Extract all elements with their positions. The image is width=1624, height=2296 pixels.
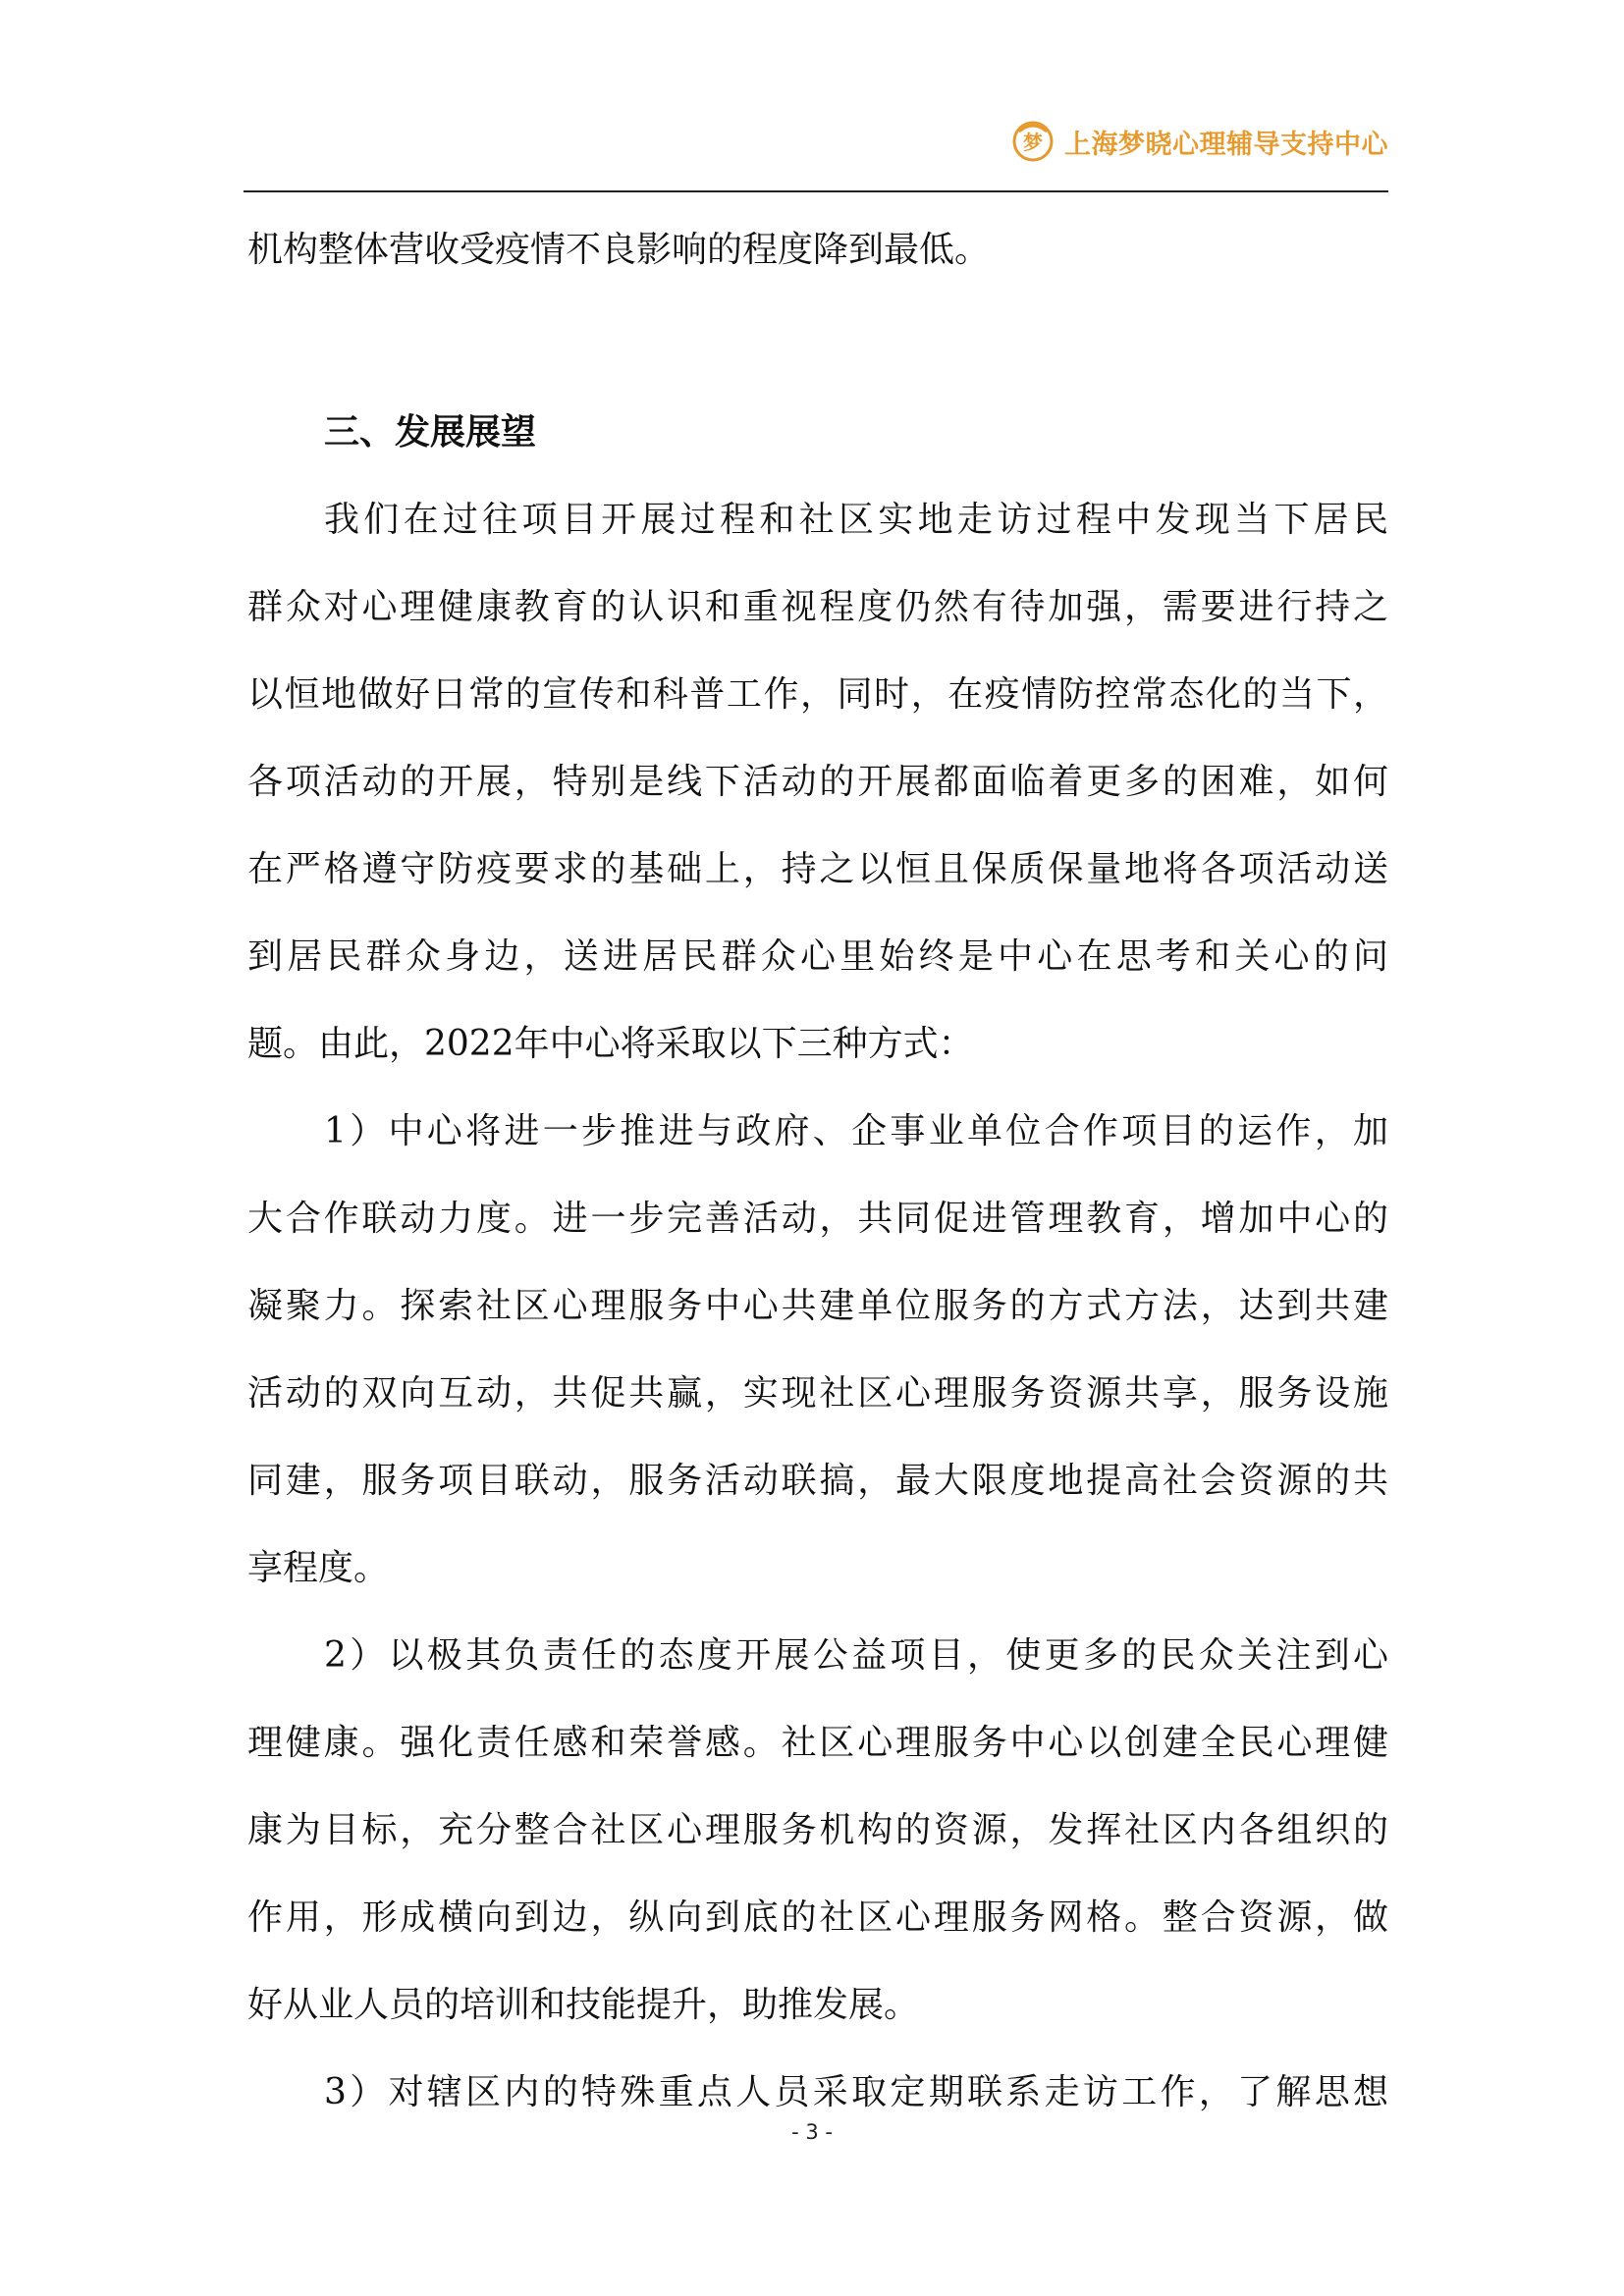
list-item-1 xyxy=(247,1088,1388,1612)
paragraph-line: 同建，服务项目联动，服务活动联搞，最大限度地提高社会资源的共 xyxy=(247,1461,1388,1501)
paragraph-line: 群众对心理健康教育的认识和重视程度仍然有待加强，需要进行持之 xyxy=(247,587,1388,627)
paragraph-line: 活动的双向互动，共促共赢，实现社区心理服务资源共享，服务设施 xyxy=(247,1373,1388,1414)
paragraph-line: 3）对辖区内的特殊重点人员采取定期联系走访工作，了解思想 xyxy=(324,2072,1388,2112)
page-number: - 3 - xyxy=(791,2120,833,2144)
paragraph-line: 到居民群众身边，送进居民群众心里始终是中心在思考和关心的问 xyxy=(247,936,1388,977)
page-header xyxy=(244,108,1388,192)
logo-char: 梦 xyxy=(1023,131,1043,154)
paragraph-line: 我们在过往项目开展过程和社区实地走访过程中发现当下居民 xyxy=(324,500,1388,540)
paragraph-line: 康为目标，充分整合社区心理服务机构的资源，发挥社区内各组织的 xyxy=(247,1810,1388,1850)
list-item-2 xyxy=(247,1612,1388,2049)
paragraph-line: 1）中心将进一步推进与政府、企事业单位合作项目的运作，加 xyxy=(324,1111,1388,1151)
org-logo-group xyxy=(1011,116,1388,167)
paragraph-line: 2）以极其负责任的态度开展公益项目，使更多的民众关注到心 xyxy=(324,1635,1388,1676)
paragraph-line: 好从业人员的培训和技能提升，助推发展。 xyxy=(247,1985,920,2025)
mengxiao-logo-icon xyxy=(1011,116,1055,167)
paragraph-line: 题。由此，2022年中心将采取以下三种方式： xyxy=(247,1024,974,1064)
intro-paragraph xyxy=(247,476,1388,1088)
paragraph-line: 以恒地做好日常的宣传和科普工作，同时，在疫情防控常态化的当下， xyxy=(247,674,1388,715)
section-heading: 三、发展展望 xyxy=(324,412,537,453)
paragraph-line: 享程度。 xyxy=(247,1548,390,1588)
org-name: 上海梦晓心理辅导支持中心 xyxy=(1064,129,1388,160)
paragraph-line: 凝聚力。探索社区心理服务中心共建单位服务的方式方法，达到共建 xyxy=(247,1286,1388,1326)
section-spacer xyxy=(247,294,1388,389)
paragraph-line: 各项活动的开展，特别是线下活动的开展都面临着更多的困难，如何 xyxy=(247,762,1388,802)
paragraph-line: 作用，形成横向到边，纵向到底的社区心理服务网格。整合资源，做 xyxy=(247,1897,1388,1938)
paragraph-line: 理健康。强化责任感和荣誉感。社区心理服务中心以创建全民心理健 xyxy=(247,1723,1388,1763)
document-body xyxy=(247,206,1388,2136)
paragraph-line: 在严格遵守防疫要求的基础上，持之以恒且保质保量地将各项活动送 xyxy=(247,849,1388,889)
header-divider xyxy=(244,190,1388,192)
continuation-line: 机构整体营收受疫情不良影响的程度降到最低。 xyxy=(247,230,991,270)
paragraph-line: 大合作联动力度。进一步完善活动，共同促进管理教育，增加中心的 xyxy=(247,1199,1388,1239)
